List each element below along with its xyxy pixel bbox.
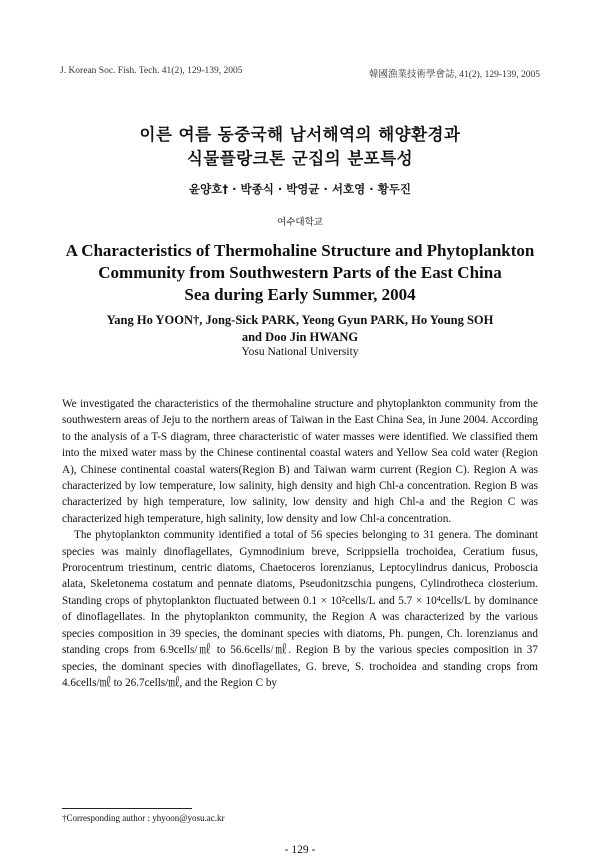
english-title-line2: Community from Southwestern Parts of the East China [98,263,502,282]
abstract [62,396,538,691]
abstract-paragraph-2: The phytoplankton community identified a total of 56 species belonging to 31 genera. The dominant species was mainly dinoflagellates, Gymnodinium breve, Scrippsiella trochoidea, Ceratium fusus, Prorocentrum triestinum, centric diatoms, Chaetoceros lorenzianus, Leptocylindrus danicus, Proboscia alata, Skeletonema costatum and pennate diatoms, Pseudonitzschia pungens, Cylindrotheca closterium. Standing crops of phytoplankton fluctuated between 0.1 × 10²cells/L and 5.7 × 10⁴cells/L by dominance of dinoflagellates. In the phytoplankton community, the Region A was characterized by the various species composition in 39 species, the dominant species with diatoms, Ph. pungen, Ch. lorenzianus and standing crops from 6.9cells/㎖ to 56.6cells/㎖. Region B by the various species composition in 37 species, the dominant species with dinoflagellates, G. breve, S. trochoidea and standing crops from 4.6cells/㎖ to 26.7cells/㎖, and the Region C by [62,529,538,689]
journal-header-right: 韓國漁業技術學會誌, 41(2), 129-139, 2005 [369,70,540,80]
abstract-paragraph-1: We investigated the characteristics of the thermohaline structure and phytoplankton community from the southwestern areas of Jeju to the northern areas of Taiwan in the East China Sea, in June 2004. According to the analysis of a T-S diagram, three characteristic of water masses were identified. We classified them into the mixed water mass by the Chinese continental coastal waters and Yellow Sea cold water (Region A), Chinese continental coastal waters(Region B) and Taiwan warm current (Region C). Region A was characterized by low temperature, low salinity, high density and high Chl-a concentration. Region B was characterized by high temperature, low salinity, low density and high Chl-a and the Region C was characterized high temperature, high salinity, low density and low Chl-a concentration. [62,398,538,525]
english-title-line3: Sea during Early Summer, 2004 [184,285,416,304]
page-number: - 129 - [284,844,316,856]
footnote: †Corresponding author : yhyoon@yosu.ac.kr [62,813,225,823]
korean-affiliation: 여수대학교 [277,217,323,228]
korean-title-line1: 이른 여름 동중국해 남서해역의 해양환경과 [139,125,461,144]
english-title-line1: A Characteristics of Thermohaline Structure and Phytoplankton [65,241,535,260]
english-authors-line1: Yang Ho YOON†, Jong-Sick PARK, Yeong Gyun PARK, Ho Young SOH [106,313,494,327]
english-authors-line2: and Doo Jin HWANG [241,330,359,344]
journal-header-left: J. Korean Soc. Fish. Tech. 41(2), 129-139, 2005 [60,66,243,76]
english-affiliation: Yosu National University [241,346,359,358]
footnote-divider [62,808,192,809]
korean-authors: 윤양호† · 박종식 · 박영균 · 서호영 · 황두진 [189,182,411,196]
korean-title-line2: 식물플랑크톤 군집의 분포특성 [186,149,414,168]
